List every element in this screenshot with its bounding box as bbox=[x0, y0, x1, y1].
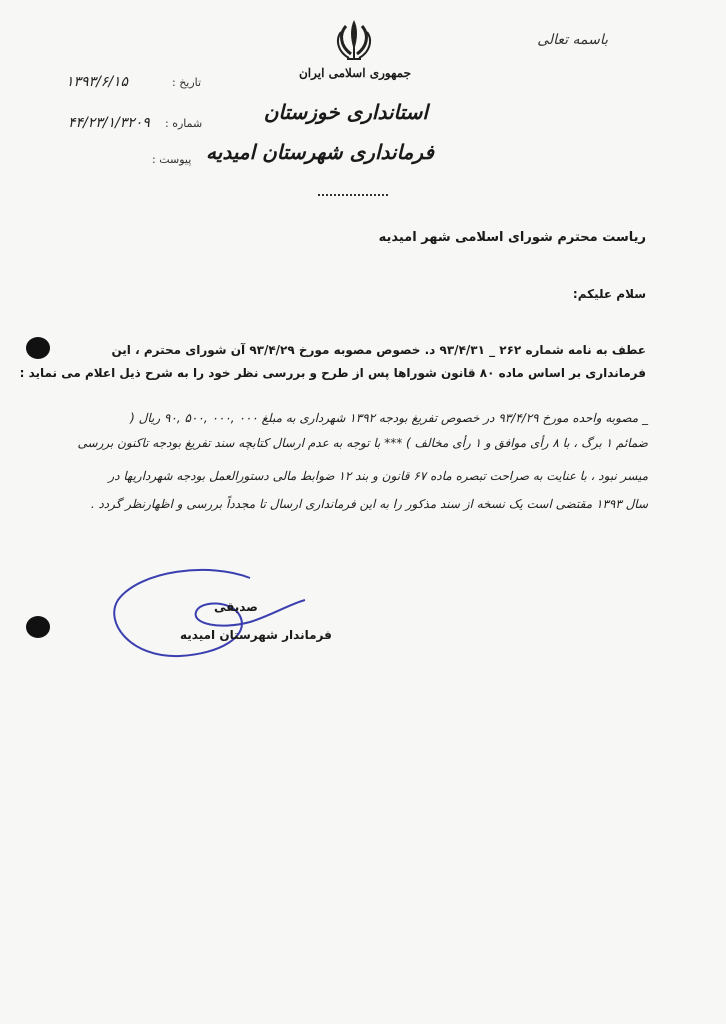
punch-hole-bottom bbox=[26, 616, 50, 638]
emblem-icon bbox=[333, 16, 375, 62]
paragraph-line: فرمانداری بر اساس ماده ۸۰ قانون شوراها پس از طرح و بررسی نظر خود را به شرح ذیل اعلام می نماید : bbox=[19, 366, 646, 380]
org-line-1: جمهوری اسلامی ایران bbox=[298, 66, 412, 80]
item-line: _ مصوبه واحده مورخ ۹۳/۴/۲۹ در خصوص تفریغ بودجه ۱۳۹۲ شهرداری به مبلغ ۰۰۰ ,۰۰۰ ,۵۰۰ ,۹۰ ریال ( bbox=[130, 411, 648, 425]
paragraph-line: عطف به نامه شماره ۲۶۲ _ ۹۳/۴/۳۱ د. خصوص مصوبه مورخ ۹۳/۴/۲۹ آن شورای محترم ، این bbox=[111, 343, 646, 357]
signature-scribble bbox=[100, 560, 310, 670]
number-value: ۴۴/۲۳/۱/۳۲۰۹ bbox=[68, 115, 150, 131]
item-line: ضمائم ۱ برگ ، با ۸ رأی موافق و ۱ رأی مخالف ) *** با توجه به عدم ارسال کتابچه سند تفریغ بودجه تاکنون بررسی bbox=[77, 436, 648, 450]
item-line: سال ۱۳۹۳ مقتضی است یک نسخه از سند مذکور را به این فرمانداری ارسال تا مجدداً بررسی و اظهارنظر گردد . bbox=[90, 497, 648, 511]
number-label: شماره : bbox=[165, 117, 203, 130]
recipient-line: ریاست محترم شورای اسلامی شهر امیدیه bbox=[378, 230, 646, 245]
header-divider bbox=[318, 194, 388, 199]
date-label: تاریخ : bbox=[172, 76, 202, 89]
item-line: میسر نبود ، با عنایت به صراحت تبصره ماده ۶۷ قانون و بند ۱۲ ضوابط مالی دستورالعمل بودجه شهرداریها در bbox=[108, 469, 648, 483]
punch-hole-top bbox=[26, 337, 50, 359]
attachment-label: پیوست : bbox=[152, 153, 192, 166]
signer-name: صدیقی bbox=[214, 600, 258, 614]
org-line-3: فرمانداری شهرستان امیدیه bbox=[206, 140, 434, 164]
greeting-line: سلام علیکم: bbox=[572, 287, 646, 301]
bismillah-text: باسمه تعالی bbox=[537, 32, 608, 48]
org-line-2: استانداری خوزستان bbox=[263, 100, 428, 124]
signer-title: فرماندار شهرستان امیدیه bbox=[180, 628, 332, 642]
date-value: ۱۳۹۳/۶/۱۵ bbox=[66, 74, 129, 90]
